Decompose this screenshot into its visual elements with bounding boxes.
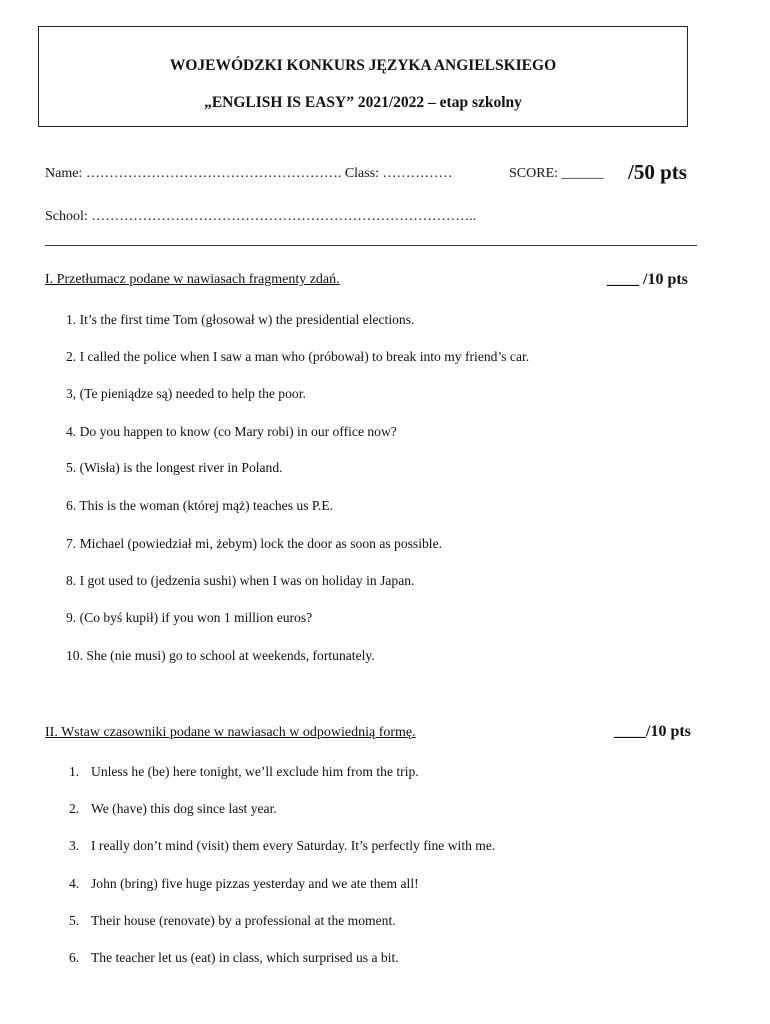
section2-points: ____/10 pts <box>614 723 691 740</box>
competition-title: WOJEWÓDZKI KONKURS JĘZYKA ANGIELSKIEGO <box>169 57 557 74</box>
section1-item: 3, (Te pieniądze są) needed to help the poor. <box>66 386 306 401</box>
item-text: Unless he (be) here tonight, we’ll exclude him from the trip. <box>91 764 419 779</box>
item-text: The teacher let us (eat) in class, which surprised us a bit. <box>91 950 399 965</box>
section2-item <box>69 913 396 929</box>
section1-title: I. Przetłumacz podane w nawiasach fragmenty zdań. <box>45 272 340 287</box>
score-label: SCORE: ______ <box>509 166 604 181</box>
section1-item: 7. Michael (powiedział mi, żebym) lock the door as soon as possible. <box>66 536 443 551</box>
section2-item <box>69 950 399 966</box>
section2-item <box>69 764 419 780</box>
section1-item: 5. (Wisła) is the longest river in Poland. <box>66 460 283 475</box>
section2-item <box>69 838 495 854</box>
section1-item: 6. This is the woman (której mąż) teaches us P.E. <box>66 498 334 513</box>
section1-item: 10. She (nie musi) go to school at weekends, fortunately. <box>66 648 375 663</box>
header-divider <box>45 245 697 246</box>
section2-title: II. Wstaw czasowniki podane w nawiasach w odpowiednią formę. <box>45 725 416 740</box>
section2-item <box>69 801 277 817</box>
section2-item <box>69 876 419 892</box>
school-field: School: ……………………………………………………………………….. <box>45 209 477 224</box>
name-class-field: Name: ………………………………………………. Class: …………… <box>45 166 453 181</box>
item-number: 3. <box>69 838 80 853</box>
section1-item: 9. (Co byś kupił) if you won 1 million euros? <box>66 610 313 625</box>
item-number: 1. <box>69 764 80 779</box>
section1-points: ____ /10 pts <box>607 271 688 288</box>
item-number: 2. <box>69 801 80 816</box>
section1-item: 1. It’s the first time Tom (głosował w) the presidential elections. <box>66 312 415 327</box>
section1-item: 8. I got used to (jedzenia sushi) when I was on holiday in Japan. <box>66 573 415 588</box>
section1-item: 4. Do you happen to know (co Mary robi) in our office now? <box>66 424 397 439</box>
item-text: Their house (renovate) by a professional at the moment. <box>91 913 396 928</box>
item-text: John (bring) five huge pizzas yesterday and we ate them all! <box>91 876 419 891</box>
section1-item: 2. I called the police when I saw a man who (próbował) to break into my friend’s car. <box>66 349 530 364</box>
item-number: 6. <box>69 950 80 965</box>
item-text: We (have) this dog since last year. <box>91 801 277 816</box>
item-number: 5. <box>69 913 80 928</box>
title-box <box>38 26 688 127</box>
item-number: 4. <box>69 876 80 891</box>
score-total: /50 pts <box>628 160 687 184</box>
competition-subtitle: „ENGLISH IS EASY” 2021/2022 – etap szkolny <box>204 94 522 111</box>
item-text: I really don’t mind (visit) them every Saturday. It’s perfectly fine with me. <box>91 838 496 853</box>
